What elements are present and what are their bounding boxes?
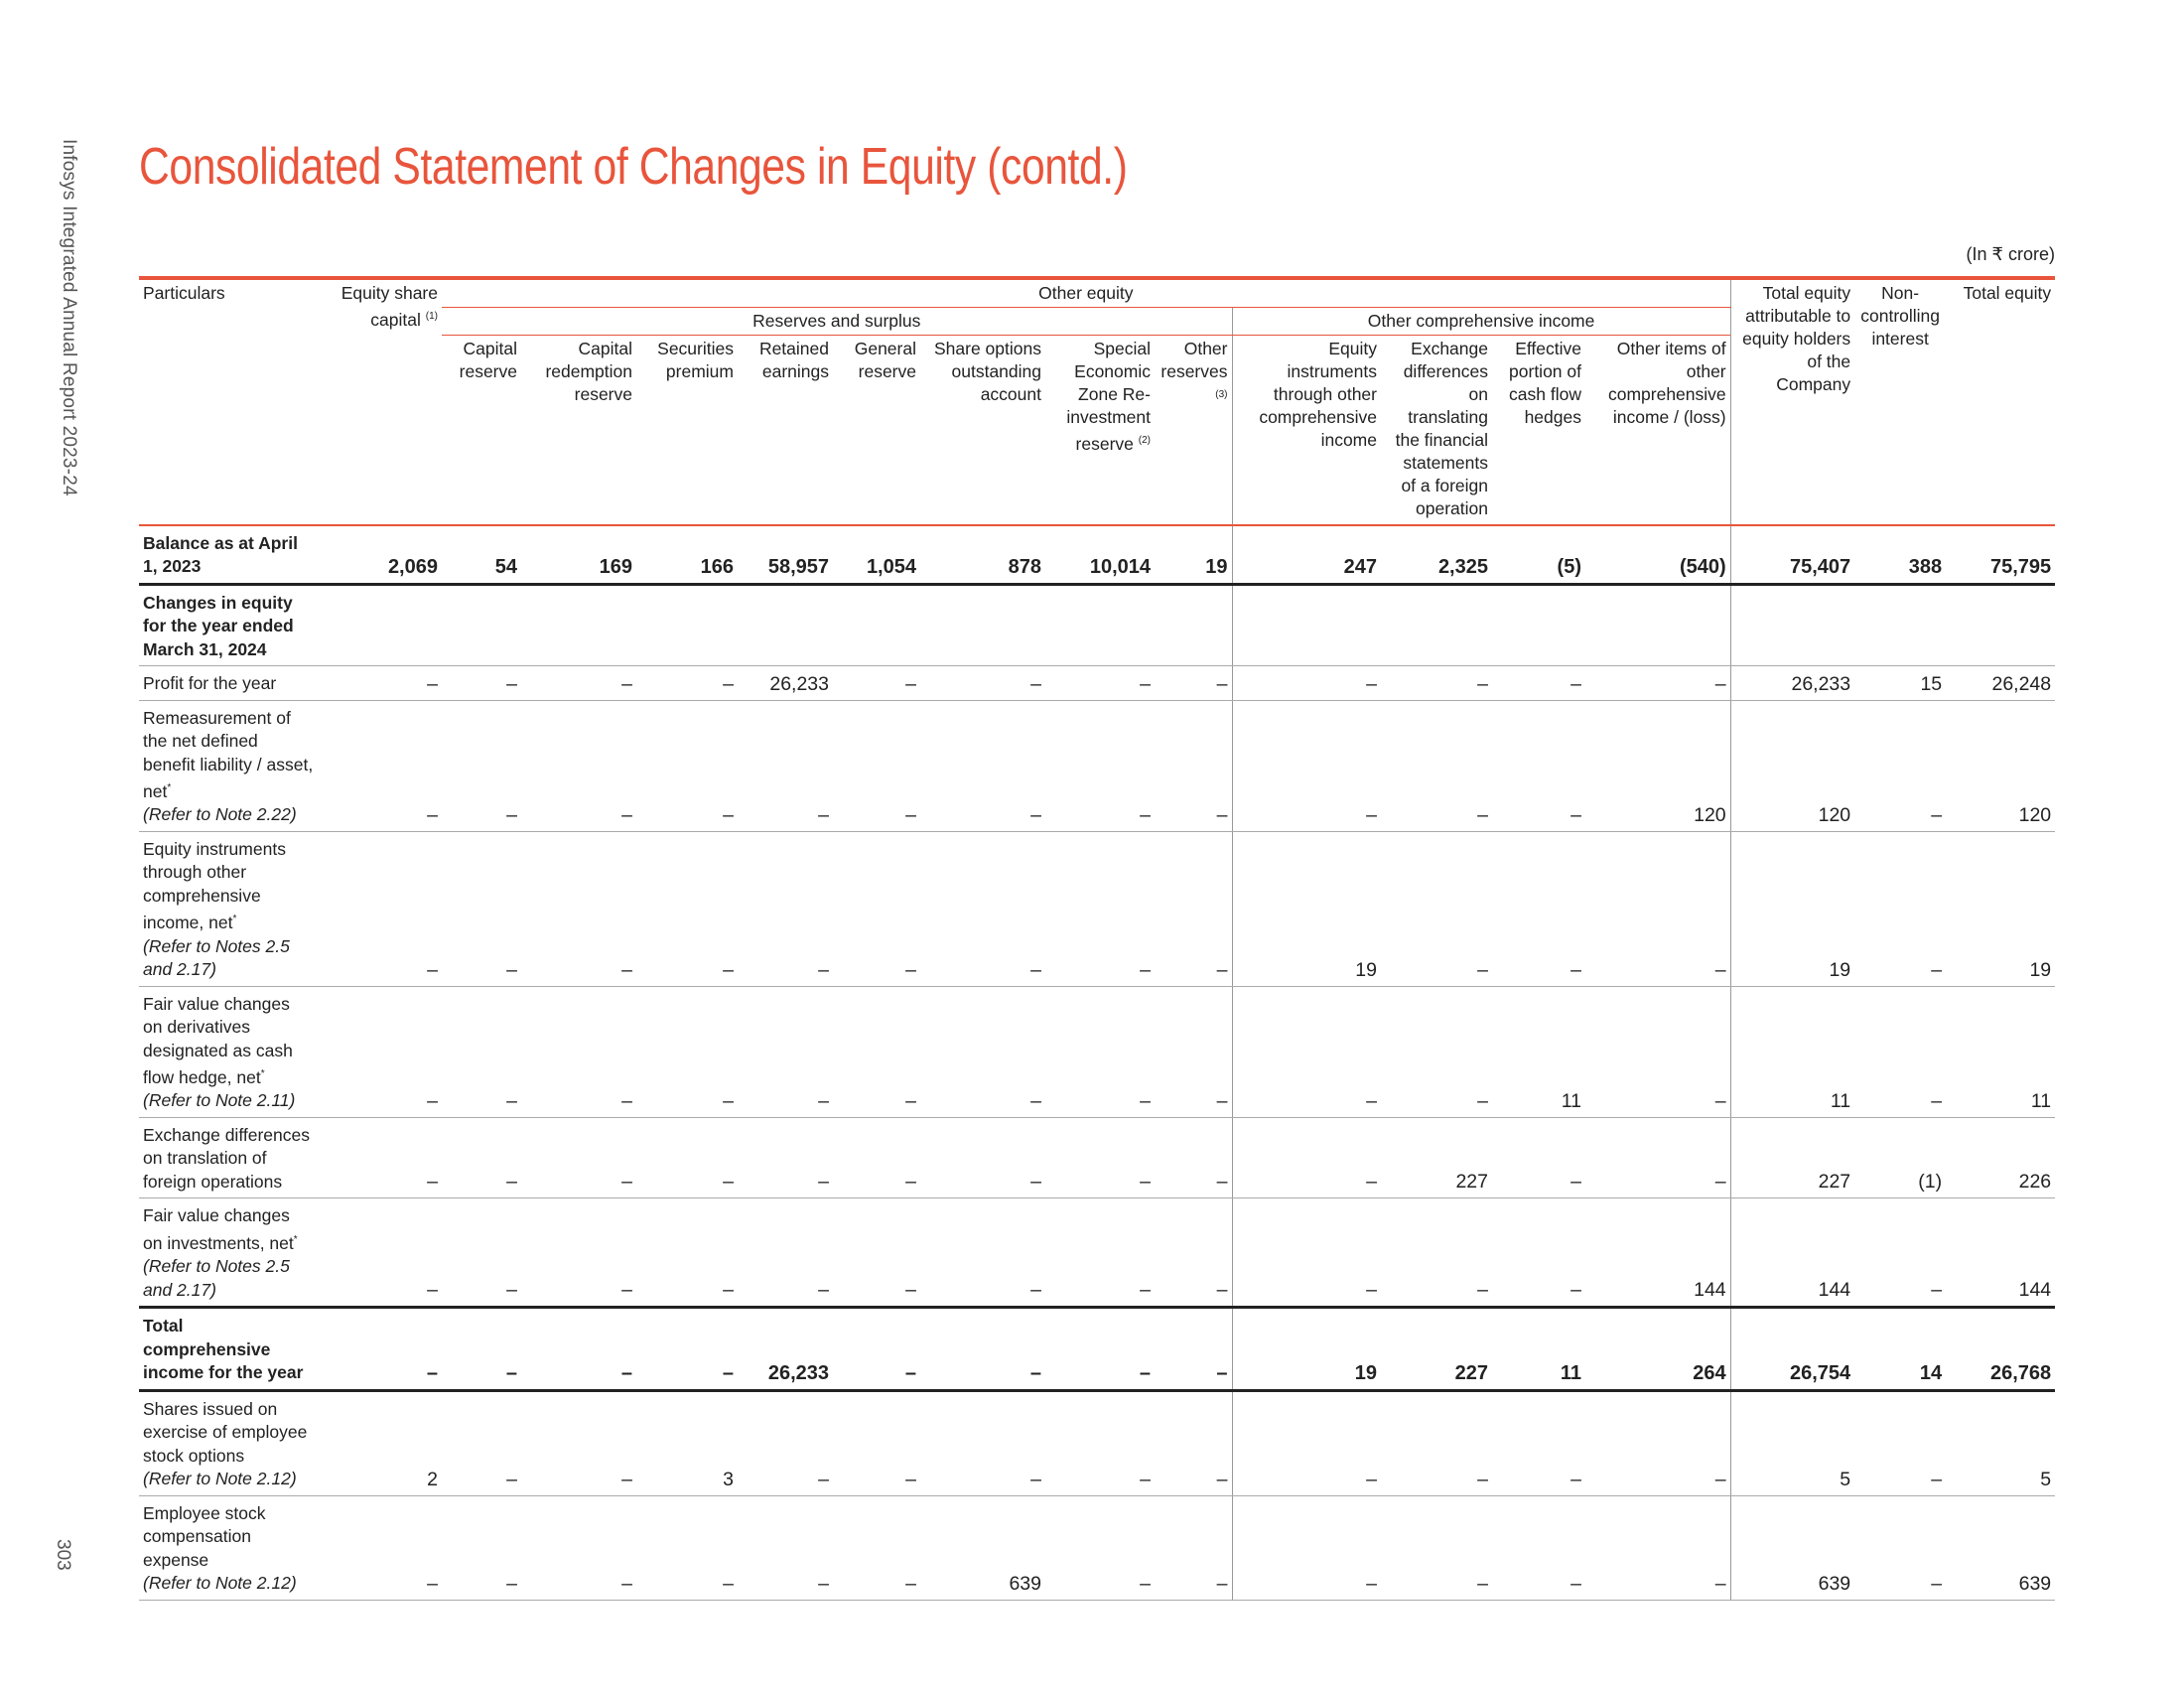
header-cash-flow-hedges: Effective portion of cash flow hedges bbox=[1509, 339, 1581, 427]
row-label-text: Total comprehensive income for the year bbox=[143, 1316, 304, 1383]
row-label-text: Changes in equity for the year ended March 31, 2024 bbox=[143, 592, 294, 659]
table-row bbox=[139, 1117, 2055, 1198]
table-cell bbox=[1232, 584, 1381, 666]
table-cell: 120 bbox=[1946, 700, 2055, 831]
table-cell: – bbox=[1854, 700, 1946, 831]
table-cell: – bbox=[1155, 666, 1232, 701]
table-cell bbox=[521, 584, 636, 666]
table-cell: – bbox=[920, 1390, 1045, 1495]
row-label-text: Exchange differences on translation of foreign operations bbox=[143, 1124, 310, 1192]
table-cell: – bbox=[1155, 1198, 1232, 1308]
table-row bbox=[139, 700, 2055, 831]
header-sez-reserve: Special Economic Zone Re-investment reserve $^{(2)}$ bbox=[1066, 339, 1151, 454]
table-cell: – bbox=[920, 666, 1045, 701]
table-cell: – bbox=[318, 666, 442, 701]
table-cell bbox=[833, 584, 920, 666]
table-cell: – bbox=[920, 1198, 1045, 1308]
row-label bbox=[139, 1390, 318, 1495]
table-cell: 1,054 bbox=[833, 525, 920, 585]
header-exchange-differences: Exchange differences on translating the financial statements of a foreign operation bbox=[1395, 339, 1488, 518]
table-cell: 5 bbox=[1946, 1390, 2055, 1495]
table-cell: 226 bbox=[1946, 1117, 2055, 1198]
table-cell: – bbox=[442, 666, 521, 701]
table-cell: – bbox=[1155, 1117, 1232, 1198]
table-cell bbox=[1946, 584, 2055, 666]
table-cell: 11 bbox=[1730, 986, 1854, 1117]
table-cell: 2,325 bbox=[1381, 525, 1492, 585]
table-cell: – bbox=[318, 1198, 442, 1308]
header-particulars: Particulars bbox=[143, 283, 225, 303]
table-cell: – bbox=[521, 1198, 636, 1308]
table-cell: – bbox=[833, 1390, 920, 1495]
table-cell: – bbox=[521, 986, 636, 1117]
table-cell: 169 bbox=[521, 525, 636, 585]
table-cell: – bbox=[636, 1117, 738, 1198]
table-cell: – bbox=[1854, 1390, 1946, 1495]
row-label bbox=[139, 525, 318, 585]
row-note-reference: (Refer to Note 2.22) bbox=[143, 804, 297, 825]
table-cell: (540) bbox=[1585, 525, 1730, 585]
table-cell: – bbox=[521, 666, 636, 701]
row-label-text: Remeasurement of the net defined benefit liability / asset, net bbox=[143, 707, 314, 801]
row-note-reference: (Refer to Notes 2.5 and 2.17) bbox=[143, 935, 290, 980]
table-cell: – bbox=[1492, 700, 1585, 831]
table-cell: 26,233 bbox=[738, 666, 833, 701]
table-cell: – bbox=[1492, 666, 1585, 701]
row-label-text: Employee stock compensation expense bbox=[143, 1502, 266, 1570]
table-cell bbox=[318, 584, 442, 666]
table-row bbox=[139, 525, 2055, 585]
table-cell: – bbox=[1155, 831, 1232, 986]
table-cell: 26,233 bbox=[738, 1308, 833, 1391]
table-cell: – bbox=[442, 1117, 521, 1198]
table-cell: – bbox=[1155, 1308, 1232, 1391]
row-label bbox=[139, 1308, 318, 1391]
table-cell: – bbox=[636, 986, 738, 1117]
page-title: Consolidated Statement of Changes in Equity (contd.) bbox=[139, 138, 1128, 196]
row-label bbox=[139, 1495, 318, 1600]
page-number: 303 bbox=[53, 1539, 73, 1571]
table-cell: (1) bbox=[1854, 1117, 1946, 1198]
table-cell: 11 bbox=[1492, 986, 1585, 1117]
table-cell bbox=[1045, 584, 1155, 666]
header-retained-earnings: Retained earnings bbox=[758, 339, 829, 381]
table-cell: – bbox=[1155, 1390, 1232, 1495]
table-cell: 227 bbox=[1381, 1308, 1492, 1391]
table-cell: – bbox=[833, 700, 920, 831]
table-cell: – bbox=[442, 986, 521, 1117]
table-cell: 120 bbox=[1585, 700, 1730, 831]
row-label bbox=[139, 1117, 318, 1198]
table-row bbox=[139, 1308, 2055, 1391]
table-cell: – bbox=[521, 1117, 636, 1198]
table-cell: – bbox=[442, 1495, 521, 1600]
table-cell: 15 bbox=[1854, 666, 1946, 701]
header-equity-instruments-oci: Equity instruments through other comprehensive income bbox=[1232, 336, 1381, 524]
header-other-equity: Other equity bbox=[442, 278, 1730, 308]
table-cell: – bbox=[1492, 1117, 1585, 1198]
table-cell bbox=[738, 584, 833, 666]
table-cell: 19 bbox=[1232, 831, 1381, 986]
table-cell: – bbox=[318, 1117, 442, 1198]
footnote-marker: * bbox=[260, 1068, 265, 1080]
table-row bbox=[139, 1198, 2055, 1308]
table-cell: – bbox=[920, 700, 1045, 831]
table-cell: 2,069 bbox=[318, 525, 442, 585]
table-cell: – bbox=[1854, 831, 1946, 986]
table-cell: 227 bbox=[1381, 1117, 1492, 1198]
footnote-marker: * bbox=[293, 1233, 298, 1245]
table-row bbox=[139, 1495, 2055, 1600]
table-cell: – bbox=[1232, 1198, 1381, 1308]
table-row bbox=[139, 584, 2055, 666]
table-cell: 75,795 bbox=[1946, 525, 2055, 585]
table-cell: – bbox=[738, 986, 833, 1117]
row-label bbox=[139, 831, 318, 986]
row-note-reference: (Refer to Note 2.11) bbox=[143, 1090, 296, 1111]
table-cell: – bbox=[318, 1495, 442, 1600]
table-cell: – bbox=[1492, 1495, 1585, 1600]
table-cell: – bbox=[920, 1308, 1045, 1391]
table-cell: – bbox=[1155, 700, 1232, 831]
table-cell: – bbox=[318, 831, 442, 986]
header-total-equity: Total equity bbox=[1963, 283, 2052, 303]
table-cell bbox=[442, 584, 521, 666]
table-row bbox=[139, 986, 2055, 1117]
table-cell: – bbox=[1585, 1495, 1730, 1600]
row-label-text: Fair value changes on investments, net bbox=[143, 1205, 294, 1253]
table-cell: 58,957 bbox=[738, 525, 833, 585]
table-cell: – bbox=[1854, 986, 1946, 1117]
table-cell: 75,407 bbox=[1730, 525, 1854, 585]
row-label-text: Fair value changes on derivatives designated as cash flow hedge, net bbox=[143, 993, 293, 1087]
table-cell: – bbox=[442, 1308, 521, 1391]
table-cell: – bbox=[318, 1308, 442, 1391]
table-cell: – bbox=[1232, 666, 1381, 701]
header-other-items-oci: Other items of other comprehensive income / (loss) bbox=[1607, 339, 1726, 427]
table-cell: – bbox=[636, 1495, 738, 1600]
row-label bbox=[139, 666, 318, 701]
table-cell: – bbox=[1585, 666, 1730, 701]
table-cell: 11 bbox=[1492, 1308, 1585, 1391]
table-cell: 639 bbox=[1730, 1495, 1854, 1600]
table-cell: – bbox=[521, 1308, 636, 1391]
table-cell: – bbox=[1585, 831, 1730, 986]
table-cell: 120 bbox=[1730, 700, 1854, 831]
unit-label: (In ₹ crore) bbox=[1966, 244, 2055, 264]
table-cell: 2 bbox=[318, 1390, 442, 1495]
table-cell bbox=[1381, 584, 1492, 666]
table-cell: – bbox=[1232, 1117, 1381, 1198]
table-cell: 247 bbox=[1232, 525, 1381, 585]
table-cell: 878 bbox=[920, 525, 1045, 585]
table-cell: – bbox=[1045, 1198, 1155, 1308]
table-cell: 54 bbox=[442, 525, 521, 585]
table-cell: – bbox=[442, 831, 521, 986]
table-cell: – bbox=[738, 1198, 833, 1308]
table-cell: 26,248 bbox=[1946, 666, 2055, 701]
table-cell: 144 bbox=[1946, 1198, 2055, 1308]
table-cell: 14 bbox=[1854, 1308, 1946, 1391]
equity-table bbox=[139, 276, 2055, 1601]
table-cell bbox=[920, 584, 1045, 666]
table-cell: – bbox=[833, 831, 920, 986]
table-cell: – bbox=[920, 986, 1045, 1117]
table-row bbox=[139, 1390, 2055, 1495]
row-label-text: Profit for the year bbox=[143, 673, 277, 693]
table-cell bbox=[1854, 584, 1946, 666]
table-cell: – bbox=[1381, 700, 1492, 831]
table-cell: – bbox=[442, 1198, 521, 1308]
table-cell: – bbox=[1381, 1390, 1492, 1495]
table-cell: – bbox=[636, 666, 738, 701]
table-cell: 227 bbox=[1730, 1117, 1854, 1198]
header-non-controlling: Non-controlling interest bbox=[1860, 283, 1941, 349]
header-capital-reserve: Capital reserve bbox=[459, 339, 517, 381]
table-cell: – bbox=[442, 700, 521, 831]
footnote-marker: * bbox=[232, 914, 237, 925]
table-cell bbox=[1585, 584, 1730, 666]
row-label-text: Equity instruments through other comprehensive income, net bbox=[143, 838, 286, 933]
table-cell: – bbox=[636, 700, 738, 831]
table-cell: – bbox=[1045, 986, 1155, 1117]
table-cell: – bbox=[1045, 1390, 1155, 1495]
table-body bbox=[139, 525, 2055, 1601]
row-label-text: Shares issued on exercise of employee stock options bbox=[143, 1398, 308, 1466]
table-cell: – bbox=[1854, 1495, 1946, 1600]
row-label bbox=[139, 584, 318, 666]
header-reserves-surplus: Reserves and surplus bbox=[442, 308, 1232, 336]
table-cell: – bbox=[1381, 986, 1492, 1117]
report-title-vertical: Infosys Integrated Annual Report 2023-24 bbox=[59, 139, 79, 496]
table-cell: – bbox=[1045, 666, 1155, 701]
table-cell: – bbox=[1155, 986, 1232, 1117]
table-cell: 26,768 bbox=[1946, 1308, 2055, 1391]
table-cell: – bbox=[1492, 831, 1585, 986]
row-label-text: Balance as at April 1, 2023 bbox=[143, 532, 298, 576]
table-cell: – bbox=[833, 1308, 920, 1391]
table-cell: – bbox=[1045, 1495, 1155, 1600]
table-cell: – bbox=[1232, 986, 1381, 1117]
table-cell: – bbox=[1045, 700, 1155, 831]
table-cell: – bbox=[920, 1117, 1045, 1198]
header-capital-redemption-reserve: Capital redemption reserve bbox=[545, 339, 632, 404]
table-cell: 264 bbox=[1585, 1308, 1730, 1391]
table-cell: – bbox=[1381, 831, 1492, 986]
table-cell: 26,233 bbox=[1730, 666, 1854, 701]
table-cell: – bbox=[442, 1390, 521, 1495]
table-cell: – bbox=[521, 700, 636, 831]
row-label bbox=[139, 986, 318, 1117]
table-cell: 388 bbox=[1854, 525, 1946, 585]
table-cell: – bbox=[1232, 700, 1381, 831]
table-cell: – bbox=[636, 1198, 738, 1308]
table-cell: – bbox=[318, 986, 442, 1117]
header-share-options: Share options outstanding account bbox=[934, 339, 1041, 404]
table-cell: – bbox=[833, 986, 920, 1117]
header-equity-share-capital: Equity share capital $^{(1)}$ bbox=[341, 283, 438, 330]
row-label bbox=[139, 700, 318, 831]
table-cell: 19 bbox=[1155, 525, 1232, 585]
header-total-attributable: Total equity attributable to equity holders of the Company bbox=[1730, 278, 1854, 524]
table-cell: – bbox=[521, 1390, 636, 1495]
table-cell: – bbox=[1045, 831, 1155, 986]
header-securities-premium: Securities premium bbox=[657, 339, 734, 381]
table-cell: – bbox=[833, 1117, 920, 1198]
table-cell: 144 bbox=[1730, 1198, 1854, 1308]
table-cell: – bbox=[1232, 1495, 1381, 1600]
table-cell: 5 bbox=[1730, 1390, 1854, 1495]
header-oci: Other comprehensive income bbox=[1232, 308, 1730, 336]
table-cell: – bbox=[738, 831, 833, 986]
table-cell: – bbox=[1045, 1117, 1155, 1198]
table-cell bbox=[1492, 584, 1585, 666]
table-cell: 19 bbox=[1730, 831, 1854, 986]
row-note-reference: (Refer to Note 2.12) bbox=[143, 1469, 297, 1489]
table-cell: – bbox=[1155, 1495, 1232, 1600]
table-cell: 10,014 bbox=[1045, 525, 1155, 585]
table-cell: (5) bbox=[1492, 525, 1585, 585]
table-cell: – bbox=[833, 1495, 920, 1600]
table-cell: – bbox=[738, 1390, 833, 1495]
table-cell: – bbox=[1381, 666, 1492, 701]
header-other-reserves: Other reserves $^{(3)}$ bbox=[1160, 339, 1228, 400]
table-cell: – bbox=[1492, 1198, 1585, 1308]
table-cell: – bbox=[636, 1308, 738, 1391]
table-cell: – bbox=[1492, 1390, 1585, 1495]
table-cell: – bbox=[738, 1495, 833, 1600]
row-note-reference: (Refer to Note 2.12) bbox=[143, 1573, 297, 1594]
table-row bbox=[139, 666, 2055, 701]
row-label bbox=[139, 1198, 318, 1308]
table-cell bbox=[1155, 584, 1232, 666]
table-cell: 19 bbox=[1946, 831, 2055, 986]
table-cell: – bbox=[521, 1495, 636, 1600]
footnote-marker: * bbox=[167, 782, 172, 793]
table-cell: – bbox=[833, 1198, 920, 1308]
table-cell: – bbox=[1585, 986, 1730, 1117]
table-cell: – bbox=[318, 700, 442, 831]
table-cell: – bbox=[521, 831, 636, 986]
table-cell bbox=[1730, 584, 1854, 666]
table-cell: – bbox=[833, 666, 920, 701]
table-cell: – bbox=[1381, 1198, 1492, 1308]
table-cell: 3 bbox=[636, 1390, 738, 1495]
table-cell: – bbox=[1381, 1495, 1492, 1600]
table-cell: – bbox=[738, 1117, 833, 1198]
table-cell: – bbox=[1854, 1198, 1946, 1308]
table-cell: 639 bbox=[1946, 1495, 2055, 1600]
table-cell: 144 bbox=[1585, 1198, 1730, 1308]
table-cell: 639 bbox=[920, 1495, 1045, 1600]
table-cell: 166 bbox=[636, 525, 738, 585]
table-cell: – bbox=[920, 831, 1045, 986]
table-cell: – bbox=[636, 831, 738, 986]
table-cell bbox=[636, 584, 738, 666]
table-row bbox=[139, 831, 2055, 986]
table-cell: 11 bbox=[1946, 986, 2055, 1117]
table-cell: 26,754 bbox=[1730, 1308, 1854, 1391]
table-cell: 19 bbox=[1232, 1308, 1381, 1391]
table-cell: – bbox=[738, 700, 833, 831]
table-cell: – bbox=[1585, 1117, 1730, 1198]
table-cell: – bbox=[1045, 1308, 1155, 1391]
table-cell: – bbox=[1585, 1390, 1730, 1495]
header-general-reserve: General reserve bbox=[854, 339, 916, 381]
table-cell: – bbox=[1232, 1390, 1381, 1495]
row-note-reference: (Refer to Notes 2.5 and 2.17) bbox=[143, 1256, 290, 1300]
